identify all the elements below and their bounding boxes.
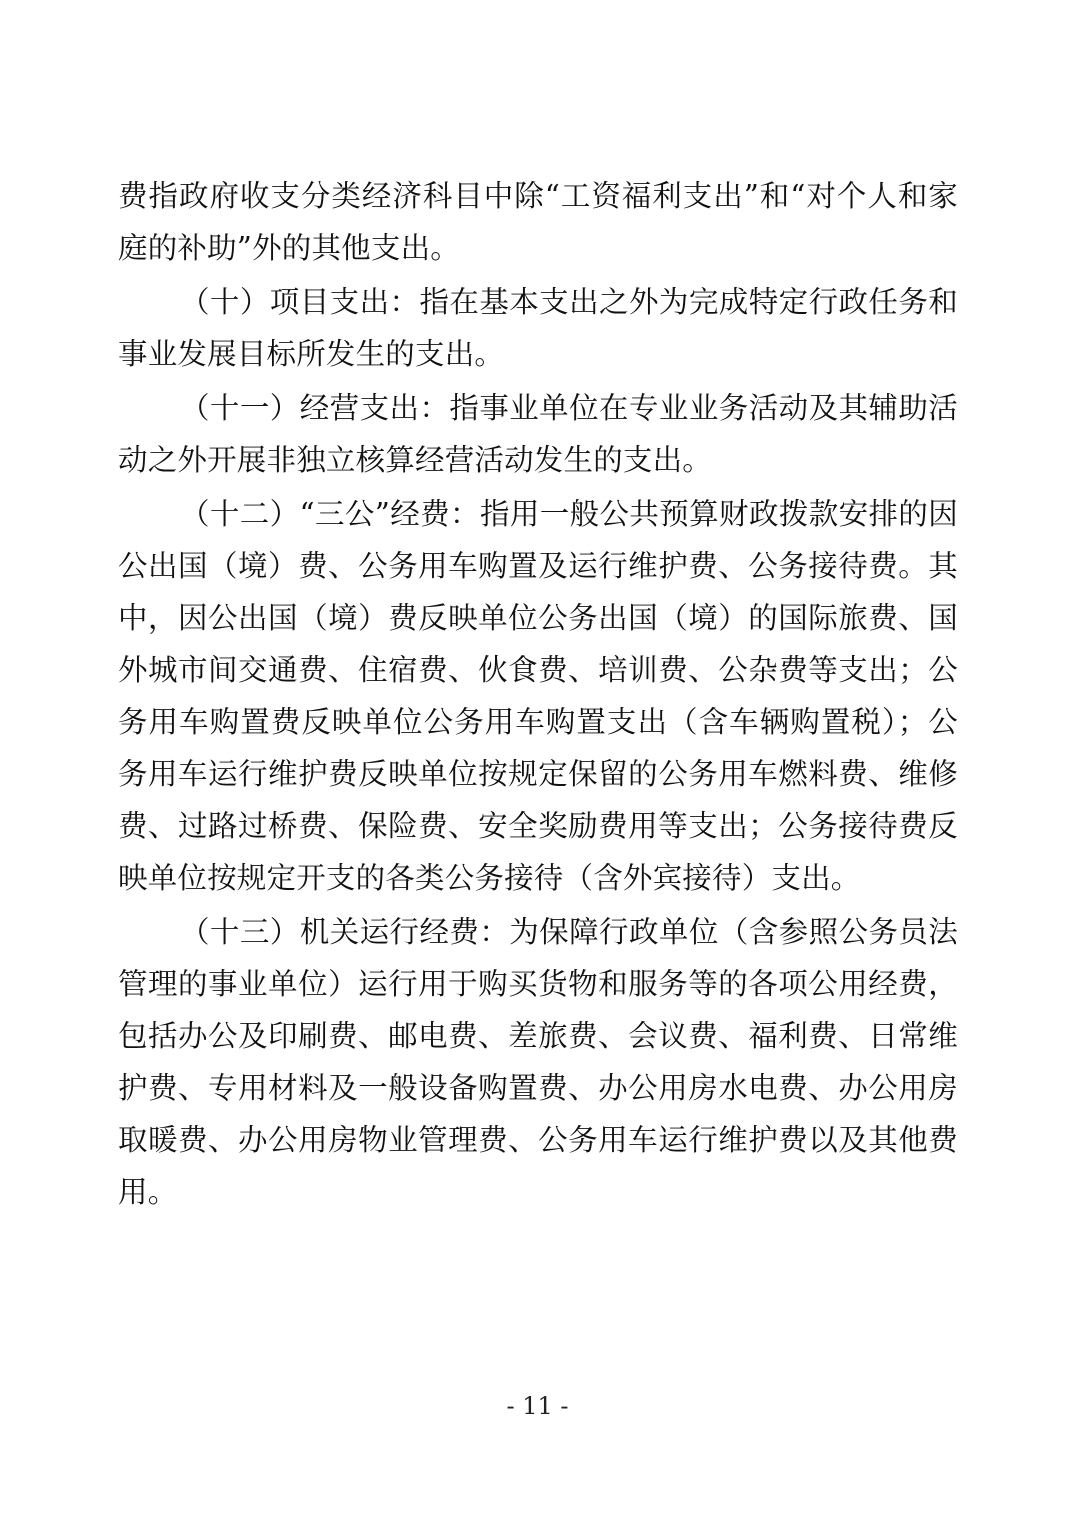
paragraph-item-13: （十三）机关运行经费：为保障行政单位（含参照公务员法管理的事业单位）运行用于购买货物和服务等的各项公用经费，包括办公及印刷费、邮电费、差旅费、会议费、福利费、日常维护费、专用材料及一般设备购置费、办公用房水电费、办公用房取暖费、办公用房物业管理费、公务用车运行维护费以及其他费用。 — [118, 915, 958, 1209]
page-number: - 11 - — [506, 1392, 569, 1420]
paragraph-item-12: （十二）“三公”经费：指用一般公共预算财政拨款安排的因公出国（境）费、公务用车购置及运行维护费、公务接待费。其中，因公出国（境）费反映单位公务出国（境）的国际旅费、国外城市间交通费、住宿费、伙食费、培训费、公杂费等支出；公务用车购置费反映单位公务用车购置支出（含车辆购置税）；公务用车运行维护费反映单位按规定保留的公务用车燃料费、维修费、过路过桥费、保险费、安全奖励费用等支出；公务接待费反映单位按规定开支的各类公务接待（含外宾接待）支出。 — [118, 497, 958, 895]
paragraph-item-11: （十一）经营支出：指事业单位在专业业务活动及其辅助活动之外开展非独立核算经营活动发生的支出。 — [118, 391, 958, 477]
paragraph-item-10: （十）项目支出：指在基本支出之外为完成特定行政任务和事业发展目标所发生的支出。 — [118, 285, 958, 371]
page-body — [118, 170, 958, 1220]
paragraph-continuation: 费指政府收支分类经济科目中除“工资福利支出”和“对个人和家庭的补助”外的其他支出。 — [118, 179, 958, 265]
